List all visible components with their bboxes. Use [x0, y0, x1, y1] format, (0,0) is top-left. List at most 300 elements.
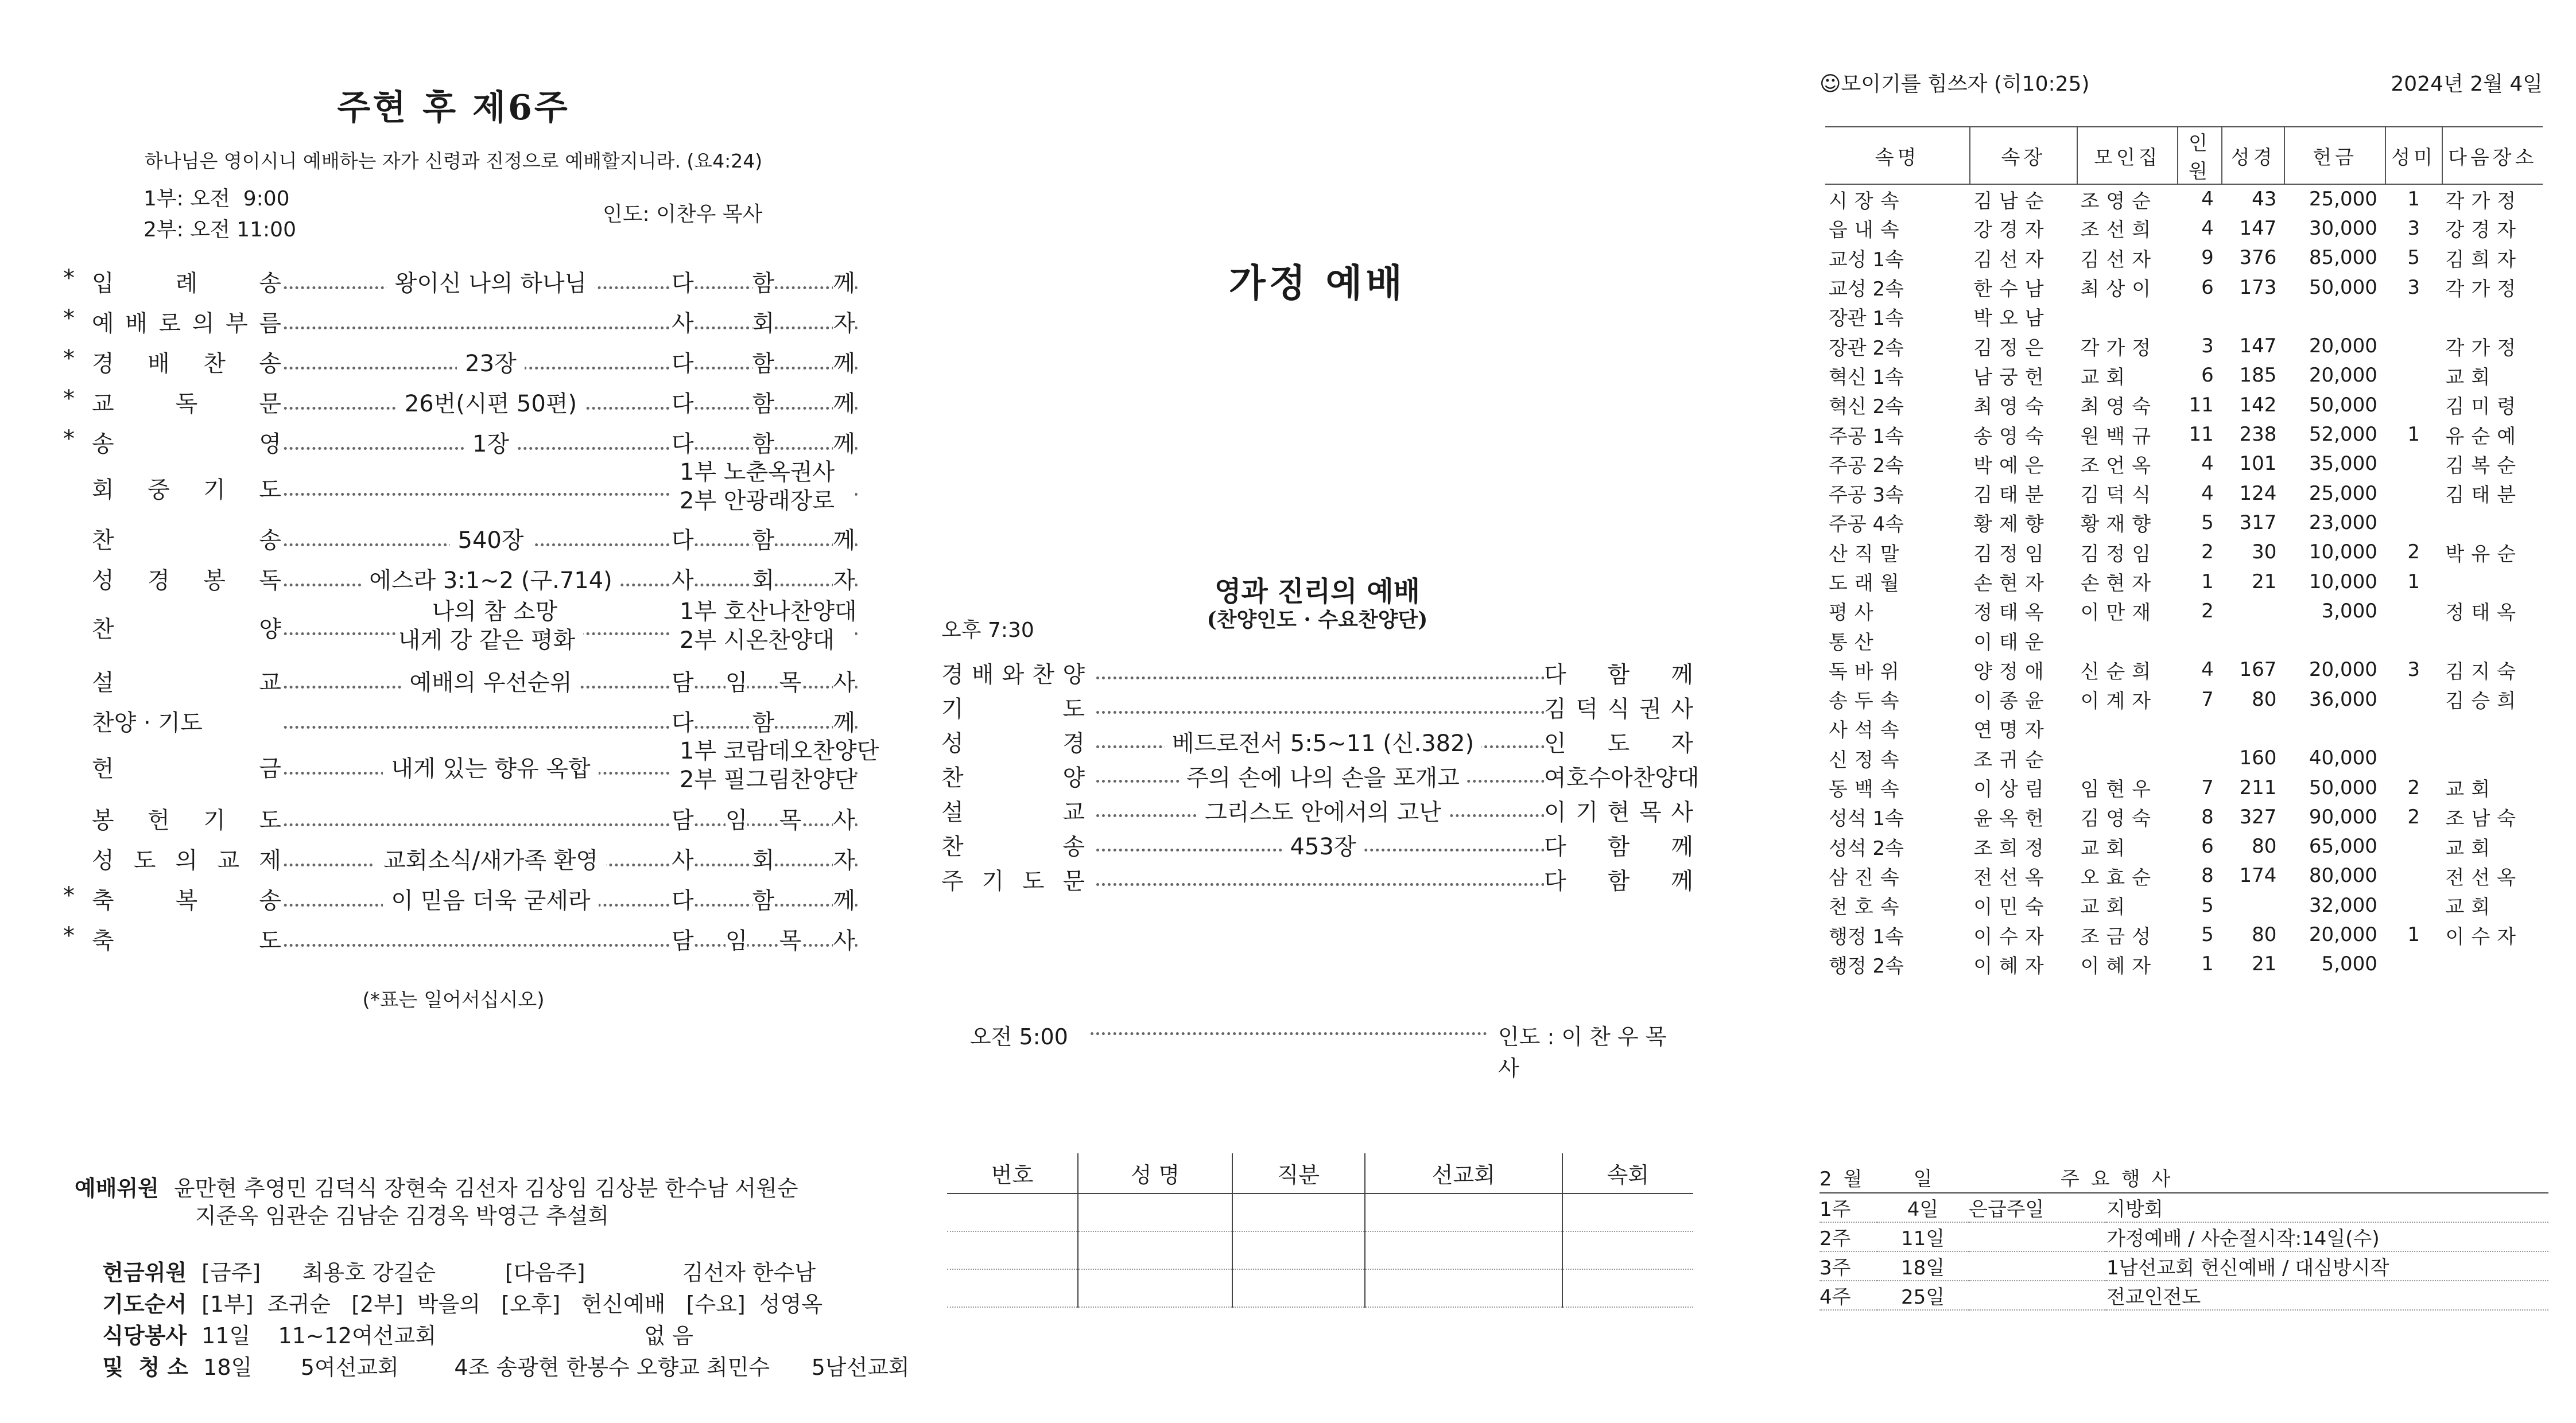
- cell-table-value: 통산: [1829, 631, 1880, 654]
- cell-table-value: 김희자: [2445, 248, 2523, 271]
- cell-table-value: 20,000: [2309, 658, 2377, 682]
- order-item-performer: 다 함 께: [672, 705, 855, 737]
- event-cell: 은급주일: [1969, 1193, 2106, 1222]
- evening-item-performer: 다 함 께: [1544, 829, 1693, 861]
- evening-item-name: 성 경: [941, 725, 1085, 758]
- cell-group-table: [1825, 126, 2543, 979]
- cell-table-value: 교회: [2080, 837, 2132, 860]
- event-cell: 11일: [1877, 1222, 1969, 1251]
- cell-table-value: 장관 2속: [1829, 336, 1904, 360]
- evening-item-content: [1096, 725, 1550, 758]
- worship-committee-names-2: 지준옥 임관순 김남순 김경옥 박영근 추설희: [195, 1203, 610, 1228]
- cell-table-value: 이계자: [2080, 690, 2158, 713]
- cell-table-value: 강경자: [1973, 219, 2051, 242]
- cell-table-value: 5,000: [2321, 952, 2377, 976]
- cell-table-value: 이태운: [1973, 631, 2051, 654]
- cell-table-value: 이상림: [1973, 778, 2051, 802]
- evening-item-name: 기 도: [941, 691, 1085, 724]
- order-item-name: 성 경 봉 독: [92, 562, 281, 595]
- order-item-performer: [672, 737, 879, 794]
- evening-item-content-text: 그리스도 안에서의 고난: [1198, 799, 1448, 826]
- cell-table-value: 교회: [2445, 837, 2497, 860]
- worship-committee: [75, 1171, 798, 1202]
- evening-item-performer: 이 기 현 목 사: [1544, 794, 1693, 827]
- cell-table-value: 4: [2201, 188, 2214, 211]
- order-item-content: [281, 522, 700, 555]
- cell-table-value: [2178, 744, 2222, 773]
- cell-table-value: 남궁헌: [1973, 366, 2051, 389]
- order-item-name: 헌 금: [92, 751, 281, 783]
- cleaning-service-line: 18일 5여선교회 4조 송광현 한봉수 오향교 최민수 5남선교회: [203, 1355, 910, 1380]
- evening-item-performer: 김 덕 식 권 사: [1544, 691, 1693, 724]
- cell-table-row: [1825, 773, 2543, 802]
- cell-table-value: 임현우: [2080, 778, 2158, 802]
- cell-table-value: 7: [2201, 776, 2214, 799]
- cell-table-row: [1825, 567, 2543, 596]
- evening-service-title: 영과 진리의 예배: [1215, 576, 1420, 608]
- cell-table-value: 삼진속: [1829, 866, 1906, 889]
- cell-table-value: 65,000: [2309, 835, 2377, 858]
- cell-table-value: 11: [2189, 423, 2214, 446]
- offering-committee-label: 헌금위원: [102, 1260, 187, 1285]
- newcomer-row: [947, 1231, 1693, 1269]
- cell-table-row: [1825, 685, 2543, 714]
- event-cell: [1969, 1222, 2106, 1251]
- offering-committee-line: [금주] 최용호 강길순 [다음주] 김선자 한수남: [201, 1260, 816, 1285]
- cell-table-value: 송두속: [1829, 690, 1906, 713]
- order-item-name: 찬 송: [92, 522, 281, 555]
- order-item-performer: 다 함 께: [672, 522, 855, 555]
- cell-table-value: 이수자: [2445, 925, 2523, 948]
- newcomer-cell: [1562, 1193, 1693, 1231]
- order-row: [52, 877, 855, 917]
- cell-table-value: 5: [2407, 246, 2420, 270]
- order-item-performer-text: 1부 코람데오찬양단 2부 필그림찬양단: [672, 737, 855, 794]
- cell-table-header: 속장: [1970, 127, 2077, 184]
- cell-table-value: [2442, 950, 2543, 979]
- evening-item-content-text: 주의 손에 나의 손을 포개고: [1180, 765, 1467, 791]
- cell-table-value: 11: [2189, 393, 2214, 417]
- evening-item-content: [1096, 794, 1550, 827]
- standing-mark: *: [63, 882, 75, 909]
- cell-table-value: 조희정: [1973, 837, 2051, 860]
- order-item-performer: 다 함 께: [672, 345, 855, 378]
- order-item-performer: 사 회 자: [672, 842, 855, 875]
- event-cell: 3주: [1820, 1251, 1877, 1281]
- cell-table-value: 185: [2239, 364, 2277, 387]
- standing-mark: *: [63, 386, 75, 412]
- evening-order-row: [941, 791, 1693, 826]
- order-item-performer: 사 회 자: [672, 305, 855, 338]
- cell-table-value: 조선희: [2080, 219, 2158, 242]
- cell-table-value: 2: [2407, 541, 2420, 564]
- order-row: [52, 917, 855, 957]
- dawn-leader: 인도 : 이 찬 우 목사: [1487, 1019, 1682, 1082]
- evening-service-subtitle: (찬양인도 · 수요찬양단): [1206, 608, 1428, 632]
- cell-table-value: 김선자: [1973, 248, 2051, 271]
- order-item-performer: 다 함 께: [672, 426, 855, 458]
- cell-table-row: [1825, 744, 2543, 773]
- cell-table-value: 성석 2속: [1829, 837, 1904, 860]
- cell-table-value: 교회: [2080, 896, 2132, 919]
- cell-table-value: 원백규: [2080, 425, 2158, 448]
- cell-table-row: [1825, 950, 2543, 979]
- cell-table-value: [2385, 596, 2442, 625]
- cell-table-value: 윤옥헌: [1973, 807, 2051, 831]
- cell-table-value: 9: [2201, 246, 2214, 270]
- cell-table-row: [1825, 832, 2543, 861]
- cell-table-header: 성경: [2222, 127, 2285, 184]
- cell-table-value: 2: [2201, 541, 2214, 564]
- order-item-name: 찬 양: [92, 611, 281, 644]
- order-item-performer: 담 임 목 사: [672, 923, 855, 955]
- cell-table-value: 101: [2239, 452, 2277, 476]
- cell-table-value: 조영순: [2080, 189, 2158, 213]
- service-time-2: 2부: 오전 11:00: [143, 218, 296, 242]
- cell-table-value: 박오남: [1973, 307, 2051, 331]
- evening-item-name: 주 기 도 문: [941, 863, 1085, 896]
- newcomer-row: [947, 1269, 1693, 1307]
- cleaning-service: [75, 1324, 910, 1406]
- cell-table-value: 8: [2201, 805, 2214, 829]
- cell-table-value: 147: [2239, 335, 2277, 358]
- cell-table-value: 160: [2239, 747, 2277, 770]
- evening-item-name: 경 배 와 찬 양: [941, 656, 1085, 689]
- cell-table-value: 교회: [2445, 896, 2497, 919]
- cell-table-value: 김지숙: [2445, 660, 2523, 683]
- cell-table-value: 30: [2252, 541, 2277, 564]
- cell-table-row: [1825, 184, 2543, 213]
- cell-table-value: 사석속: [1829, 719, 1906, 742]
- order-row: [52, 659, 855, 699]
- attendance-heading: ☺모이기를 힘쓰자 (히10:25): [1820, 72, 2090, 96]
- order-item-name: 교 독 문: [92, 386, 281, 418]
- cell-table-value: 황제향: [1973, 513, 2051, 536]
- order-row: [52, 259, 855, 300]
- worship-committee-names-1: 윤만현 추영민 김덕식 장현숙 김선자 김상임 김상분 한수남 서원순: [173, 1176, 798, 1201]
- order-item-performer: [672, 597, 855, 655]
- cell-table-value: 전선옥: [2445, 866, 2523, 889]
- newcomer-cell: [947, 1269, 1078, 1307]
- evening-item-performer: 다 함 께: [1544, 656, 1693, 689]
- order-item-performer-text: 1부 호산나찬양대 2부 시온찬양대: [672, 597, 855, 655]
- newcomer-cell: [1078, 1193, 1232, 1231]
- cell-table-value: [2077, 302, 2178, 331]
- cell-table-value: 1: [2407, 423, 2420, 446]
- order-item-name: 찬양 · 기도: [92, 705, 281, 737]
- cell-table-value: [2385, 891, 2442, 920]
- cell-table-value: 3: [2407, 658, 2420, 682]
- cell-table-value: 147: [2239, 216, 2277, 240]
- event-cell: 전교인전도: [2106, 1281, 2548, 1310]
- order-row: [52, 738, 879, 793]
- cell-table-value: 2: [2407, 776, 2420, 799]
- evening-order-row: [941, 825, 1693, 861]
- standing-mark: *: [63, 305, 75, 332]
- event-row: [1820, 1281, 2548, 1310]
- cell-table-value: 김정임: [2080, 542, 2158, 566]
- cell-table-value: 3: [2407, 216, 2420, 240]
- evening-time: 오후 7:30: [941, 619, 1034, 642]
- cell-table-value: 167: [2239, 658, 2277, 682]
- cell-table-value: 주공 2속: [1829, 454, 1904, 477]
- dining-service-label: 식당봉사: [102, 1323, 187, 1348]
- cell-table-value: 정태옥: [1973, 601, 2051, 625]
- cell-table-value: 혁신 2속: [1829, 395, 1904, 419]
- order-item-name: 예 배 로 의 부 름: [92, 305, 281, 338]
- cell-table-value: [2385, 331, 2442, 360]
- cell-table-value: [2385, 479, 2442, 508]
- order-item-performer: [672, 458, 855, 515]
- order-item-content: [281, 597, 700, 655]
- cell-table-value: 한수남: [1973, 278, 2051, 301]
- cell-table-value: 주공 1속: [1829, 425, 1904, 448]
- cell-table-row: [1825, 243, 2543, 273]
- standing-mark: *: [63, 345, 75, 372]
- cell-table-value: 90,000: [2309, 805, 2377, 829]
- order-item-content-text: 23장: [457, 351, 525, 377]
- cell-table-value: 김남순: [1973, 189, 2051, 213]
- cell-table-value: [2385, 832, 2442, 861]
- evening-item-name: 설 교: [941, 794, 1085, 827]
- standing-mark: *: [63, 265, 75, 291]
- cell-table-value: [2385, 361, 2442, 390]
- evening-item-content-text: 453장: [1283, 834, 1363, 860]
- cell-table-value: 황재향: [2080, 513, 2158, 536]
- cell-table-value: 주공 3속: [1829, 484, 1904, 507]
- cell-table-row: [1825, 213, 2543, 243]
- order-item-content: [281, 664, 700, 697]
- cell-table-header: 인원: [2178, 127, 2222, 184]
- order-row: [52, 796, 855, 837]
- cell-table-value: 행정 1속: [1829, 925, 1904, 948]
- cell-table-value: [2385, 449, 2442, 479]
- cell-table-value: 4: [2201, 658, 2214, 682]
- cell-table-value: 32,000: [2309, 893, 2377, 917]
- cell-table-value: 신정속: [1829, 748, 1906, 772]
- cell-table-value: [2385, 714, 2442, 743]
- order-row: [52, 699, 855, 739]
- cell-table-row: [1825, 920, 2543, 949]
- cell-table-value: 박예은: [1973, 454, 2051, 477]
- cell-table-value: 2: [2201, 599, 2214, 623]
- cell-table-row: [1825, 449, 2543, 479]
- order-item-content: [281, 562, 700, 595]
- order-item-content-text: 왕이신 나의 하나님: [387, 270, 595, 297]
- cell-table-value: 52,000: [2309, 423, 2377, 446]
- cell-table-row: [1825, 419, 2543, 449]
- cell-table-value: [2442, 302, 2543, 331]
- events-day-header: 일: [1877, 1162, 1969, 1193]
- cell-table-value: 21: [2252, 570, 2277, 593]
- cell-table-value: 김승희: [2445, 690, 2523, 713]
- cell-table-value: 연명자: [1973, 719, 2051, 742]
- cell-table-row: [1825, 361, 2543, 390]
- cell-table-value: 173: [2239, 275, 2277, 299]
- cell-table-value: 174: [2239, 864, 2277, 888]
- cell-table-value: 36,000: [2309, 687, 2377, 711]
- cell-table-value: 211: [2239, 776, 2277, 799]
- cell-table-value: 238: [2239, 423, 2277, 446]
- cell-table-value: 정태옥: [2445, 601, 2523, 625]
- cell-table-value: 신순희: [2080, 660, 2158, 683]
- evening-item-content: [1096, 829, 1550, 861]
- event-cell: 18일: [1877, 1251, 1969, 1281]
- cell-table-value: 50,000: [2309, 393, 2377, 417]
- cell-table-value: 5: [2201, 511, 2214, 534]
- cell-table-header: 모인집: [2077, 127, 2178, 184]
- page-title: 주현 후 제6주: [337, 88, 570, 128]
- evening-order-row: [941, 653, 1693, 689]
- order-item-performer: 다 함 께: [672, 265, 855, 298]
- cell-table-value: 376: [2239, 246, 2277, 270]
- cell-table-value: [2385, 744, 2442, 773]
- order-item-name: 회 중 기 도: [92, 472, 281, 504]
- cell-table-value: 1: [2407, 923, 2420, 947]
- evening-order-row: [941, 756, 1700, 792]
- events-table: [1820, 1162, 2548, 1311]
- cell-table-row: [1825, 802, 2543, 831]
- newcomer-cell: [1365, 1269, 1562, 1307]
- event-cell: 4주: [1820, 1281, 1877, 1310]
- order-item-content-text: 26번(시편 50편): [397, 391, 585, 417]
- leader-dots: [1091, 1016, 1504, 1035]
- cell-table-value: [2385, 625, 2442, 655]
- cell-table-value: 10,000: [2309, 570, 2377, 593]
- cell-table-value: 장관 1속: [1829, 307, 1904, 331]
- order-item-content: [281, 751, 700, 783]
- cell-table-value: 조금성: [2080, 925, 2158, 948]
- cell-table-value: 4: [2201, 481, 2214, 505]
- newcomer-cell: [1078, 1269, 1232, 1307]
- order-item-content: [281, 345, 700, 378]
- cell-table-value: 5: [2201, 893, 2214, 917]
- cell-table-value: 2: [2407, 805, 2420, 829]
- newcomer-col-header: 속회: [1562, 1153, 1693, 1193]
- cell-table-value: [2178, 625, 2222, 655]
- cell-table-value: [2077, 744, 2178, 773]
- bulletin-date: 2024년 2월 4일: [2391, 72, 2543, 96]
- cell-table-header: 헌금: [2284, 127, 2385, 184]
- event-cell: [1969, 1281, 2106, 1310]
- cell-table-value: 교회: [2445, 778, 2497, 802]
- cell-table-value: 김복순: [2445, 454, 2523, 477]
- newcomer-cell: [1562, 1269, 1693, 1307]
- worship-leader: 인도: 이찬우 목사: [603, 203, 763, 226]
- cell-table-value: 1: [2407, 570, 2420, 593]
- cell-table-value: 80,000: [2309, 864, 2377, 888]
- newcomer-cell: [947, 1231, 1078, 1269]
- order-item-performer: 다 함 께: [672, 386, 855, 418]
- cell-table-value: 3,000: [2321, 599, 2377, 623]
- cell-table-value: 시장속: [1829, 189, 1906, 213]
- cell-table-value: 김태분: [2445, 484, 2523, 507]
- cell-table-value: 도래월: [1829, 572, 1906, 595]
- attendance-panel: [1802, 0, 2543, 1423]
- newcomer-table: [947, 1153, 1693, 1308]
- cell-table-value: 25,000: [2309, 481, 2377, 505]
- order-item-content-text: 나의 참 소망 내게 강 같은 평화: [398, 598, 584, 654]
- cell-table-value: 손현자: [1973, 572, 2051, 595]
- cell-table-value: 김정은: [1973, 336, 2051, 360]
- evening-item-content-text: 베드로전서 5:5~11 (신.382): [1165, 730, 1481, 757]
- newcomer-cell: [1562, 1231, 1693, 1269]
- cell-table-value: 317: [2239, 511, 2277, 534]
- order-row: [52, 837, 855, 877]
- cell-table-value: 21: [2252, 952, 2277, 976]
- cell-table-value: 4: [2201, 216, 2214, 240]
- order-row: [52, 380, 855, 420]
- cell-table-value: 25,000: [2309, 188, 2377, 211]
- cell-table-value: [2385, 685, 2442, 714]
- cell-table-value: [2442, 625, 2543, 655]
- cell-table-value: [2385, 508, 2442, 537]
- cell-table-value: 80: [2252, 835, 2277, 858]
- newcomer-cell: [1365, 1193, 1562, 1231]
- evening-item-performer: 여 호 수 아 찬 양 대: [1544, 760, 1693, 792]
- cell-table-value: 성석 1속: [1829, 807, 1904, 831]
- cell-table-value: 1: [2201, 952, 2214, 976]
- cell-table-value: 43: [2252, 188, 2277, 211]
- cell-table-value: 천호속: [1829, 896, 1906, 919]
- cell-table-value: 조귀순: [1973, 748, 2051, 772]
- cell-table-value: 김영숙: [2080, 807, 2158, 831]
- cell-table-value: 1: [2201, 570, 2214, 593]
- cell-table-value: 김선자: [2080, 248, 2158, 271]
- cell-table-row: [1825, 714, 2543, 743]
- events-month-header: 2월: [1820, 1162, 1877, 1193]
- cell-table-value: 읍내속: [1829, 219, 1906, 242]
- cell-table-value: 김태분: [1973, 484, 2051, 507]
- standing-mark: *: [63, 426, 75, 452]
- newcomer-col-header: 선교회: [1365, 1153, 1562, 1193]
- order-item-content-text: 예배의 우선순위: [401, 670, 580, 696]
- cell-table-value: 각가정: [2445, 278, 2523, 301]
- cell-table-value: 조남숙: [2445, 807, 2523, 831]
- cell-table-value: 50,000: [2309, 275, 2377, 299]
- cell-table-value: 30,000: [2309, 216, 2377, 240]
- cell-table-value: [2385, 861, 2442, 891]
- cell-table-value: 이혜자: [1973, 954, 2051, 978]
- cell-table-row: [1825, 390, 2543, 419]
- cell-table-value: 이민숙: [1973, 896, 2051, 919]
- cell-table-value: 80: [2252, 923, 2277, 947]
- cell-table-value: 6: [2201, 364, 2214, 387]
- evening-item-performer: 인 도 자: [1544, 725, 1693, 758]
- order-item-performer: 사 회 자: [672, 562, 855, 595]
- cell-table-value: [2222, 625, 2285, 655]
- cell-table-value: [2222, 596, 2285, 625]
- cell-table-row: [1825, 302, 2543, 331]
- cell-table-value: 주공 4속: [1829, 513, 1904, 536]
- dining-service-line: 11일 11~12여선교회 없 음: [201, 1323, 693, 1348]
- order-item-name: 축 도: [92, 923, 281, 955]
- cell-table-value: 송영숙: [1973, 425, 2051, 448]
- order-row: [52, 557, 855, 597]
- order-item-name: 봉 헌 기 도: [92, 802, 281, 835]
- cell-table-row: [1825, 861, 2543, 891]
- cleaning-service-label: 및 청 소: [102, 1355, 189, 1380]
- cell-table-header: 다음장소: [2442, 127, 2543, 184]
- order-item-content-text: 이 믿음 더욱 굳세라: [383, 888, 598, 914]
- cell-table-value: 10,000: [2309, 541, 2377, 564]
- cell-table-value: 20,000: [2309, 364, 2377, 387]
- order-row: [52, 300, 855, 340]
- event-row: [1820, 1193, 2548, 1222]
- cell-table-value: [2222, 302, 2285, 331]
- cell-table-value: [2442, 567, 2543, 596]
- cell-table-value: 1: [2407, 188, 2420, 211]
